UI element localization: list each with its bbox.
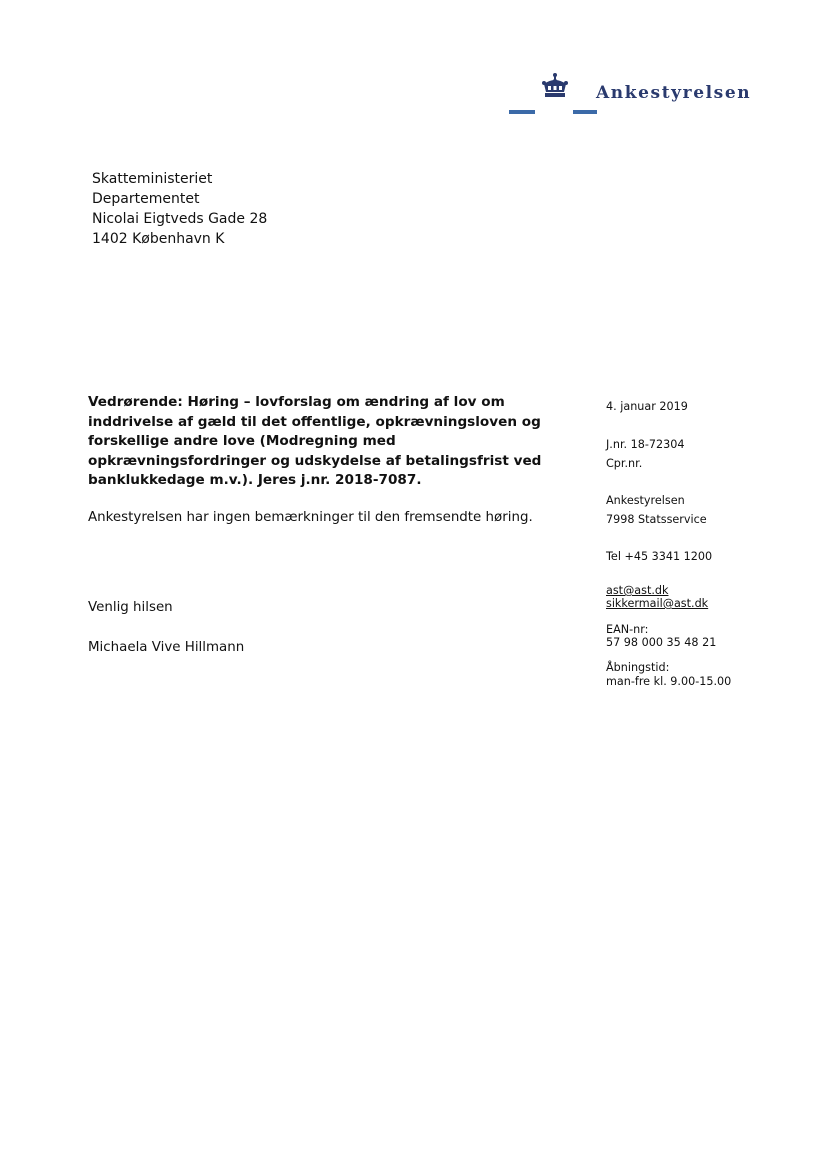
sender-org: Ankestyrelsen xyxy=(606,494,685,507)
logo-bar-left xyxy=(509,110,535,114)
recipient-line: 1402 København K xyxy=(92,231,225,247)
journal-number: J.nr. 18-72304 xyxy=(606,438,685,451)
recipient-line: Skatteministeriet xyxy=(92,171,213,187)
email-link[interactable]: ast@ast.dk xyxy=(606,584,669,597)
recipient-address xyxy=(92,169,267,249)
org-logo-text: Ankestyrelsen xyxy=(596,83,752,103)
crown-icon xyxy=(540,72,570,102)
recipient-line: Departementet xyxy=(92,191,200,207)
letter-date: 4. januar 2019 xyxy=(606,400,688,413)
secure-email-link[interactable]: sikkermail@ast.dk xyxy=(606,597,709,610)
ean-label: EAN-nr: xyxy=(606,623,649,636)
opening-hours-value: man-fre kl. 9.00-15.00 xyxy=(606,675,732,688)
signer-name: Michaela Vive Hillmann xyxy=(88,640,245,655)
letter-closing: Venlig hilsen xyxy=(88,600,173,615)
sender-phone: Tel +45 3341 1200 xyxy=(606,550,713,563)
cpr-label: Cpr.nr. xyxy=(606,457,643,470)
letter-subject: Vedrørende: Høring – lovforslag om ændring af lov om inddrivelse af gæld til det offentlige, opkrævningsloven og forskellige andre love (Modregning med opkrævningsfordringer og udskydelse af betalingsfrist ved banklukkedage m.v.). Jeres j.nr. 2018-7087. xyxy=(88,394,542,488)
sender-address: 7998 Statsservice xyxy=(606,513,707,526)
logo-bar-right xyxy=(573,110,597,114)
opening-hours-label: Åbningstid: xyxy=(606,661,670,674)
letter-body: Ankestyrelsen har ingen bemærkninger til den fremsendte høring. xyxy=(88,510,533,525)
recipient-line: Nicolai Eigtveds Gade 28 xyxy=(92,211,268,227)
ean-value: 57 98 000 35 48 21 xyxy=(606,636,717,649)
